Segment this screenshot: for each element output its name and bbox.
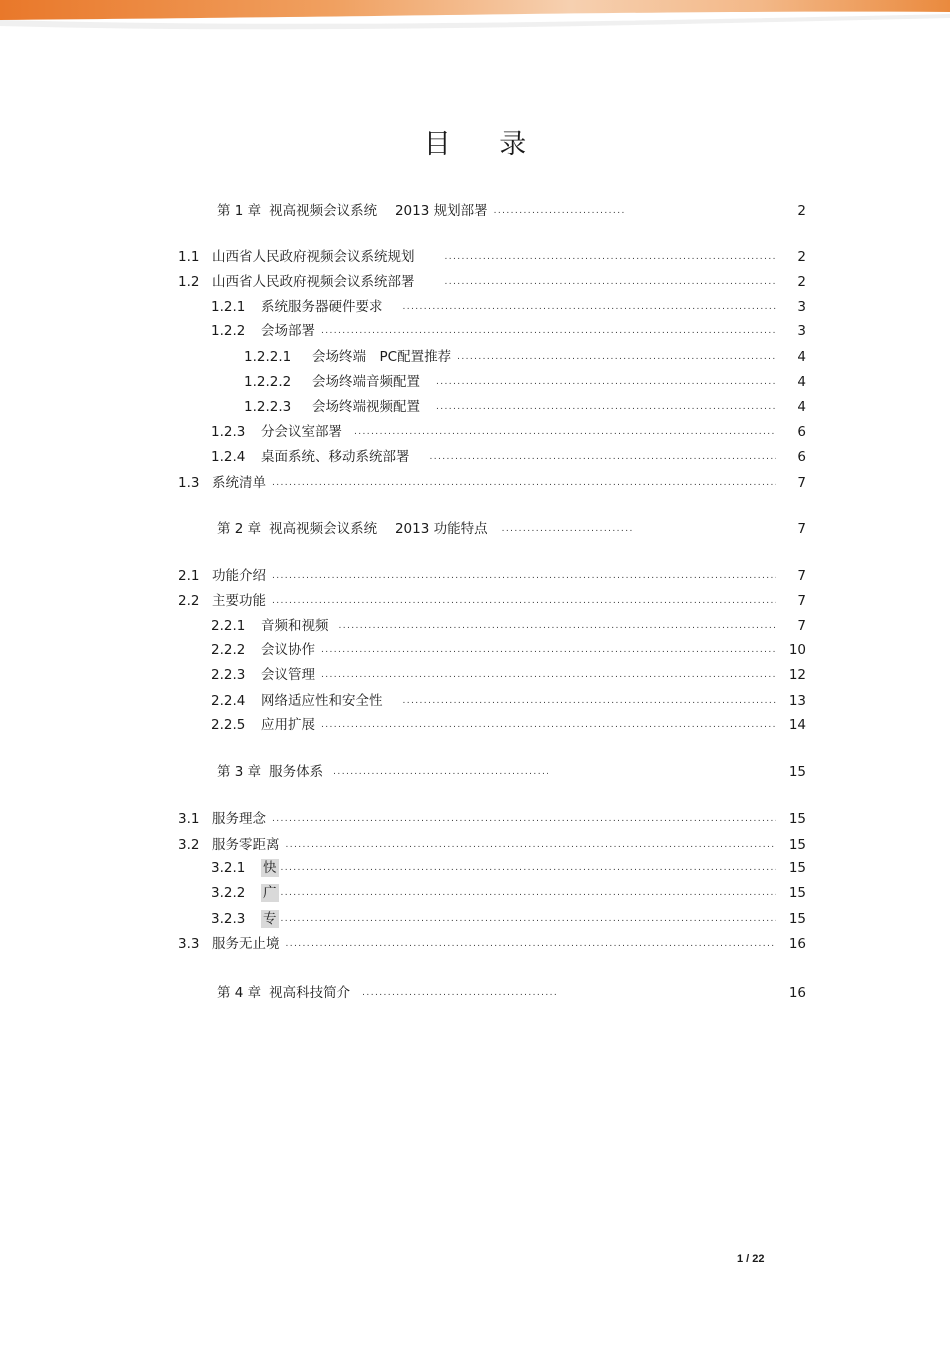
toc-entry-text: 会议协作 — [261, 642, 315, 658]
toc-entry-text: 视高视频会议系统 2013 功能特点 — [269, 521, 488, 537]
toc-entry-2-2-2[interactable] — [211, 641, 806, 659]
page-number: 1 / 22 — [737, 1253, 765, 1265]
toc-leader — [362, 986, 557, 1000]
toc-leader — [494, 204, 626, 218]
toc-entry-page: 7 — [797, 593, 806, 609]
toc-entry-number: 2.2.1 — [211, 618, 246, 634]
toc-entry-number: 3.1 — [178, 811, 200, 827]
toc-entry-number: 第 3 章 — [217, 764, 262, 780]
toc-entry-1-1[interactable] — [178, 248, 806, 266]
toc-entry-1-2-1[interactable] — [211, 298, 806, 316]
toc-entry-text: 主要功能 — [212, 593, 266, 609]
toc-entry-page: 7 — [797, 568, 806, 584]
toc-entry-2-2-4[interactable] — [211, 692, 806, 710]
toc-leader — [272, 569, 776, 583]
toc-leader — [272, 812, 776, 826]
toc-entry-text: 音频和视频 — [261, 618, 329, 634]
toc-entry-text: 山西省人民政府视频会议系统规划 — [212, 249, 415, 265]
toc-leader — [445, 250, 777, 264]
toc-leader — [286, 937, 777, 951]
toc-leader — [502, 522, 634, 536]
toc-leader — [321, 324, 776, 338]
toc-leader — [436, 375, 776, 389]
toc-leader — [457, 350, 776, 364]
toc-entry-text: 会场终端 PC配置推荐 — [312, 349, 452, 365]
toc-entry-3-3[interactable] — [178, 935, 806, 953]
toc-leader — [430, 450, 777, 464]
toc-entry-page: 2 — [797, 274, 806, 290]
toc-leader — [281, 886, 777, 900]
toc-entry-2-2-1[interactable] — [211, 617, 806, 635]
toc-leader — [333, 765, 548, 779]
toc-entry-number: 2.2 — [178, 593, 200, 609]
toc-leader — [281, 861, 777, 875]
toc-entry-number: 第 1 章 — [217, 203, 262, 219]
toc-entry-page: 7 — [797, 618, 806, 634]
toc-entry-3-1[interactable] — [178, 810, 806, 828]
toc-entry-number: 3.3 — [178, 936, 200, 952]
toc-entry-text: 服务无止境 — [212, 936, 280, 952]
toc-entry-page: 2 — [797, 249, 806, 265]
toc-entry-text: 服务理念 — [212, 811, 266, 827]
toc-entry-text: 会议管理 — [261, 667, 315, 683]
toc-entry-chapter-3[interactable] — [217, 763, 806, 781]
toc-entry-page: 16 — [788, 936, 806, 952]
toc-entry-number: 2.2.2 — [211, 642, 246, 658]
toc-entry-number: 1.3 — [178, 475, 200, 491]
toc-entry-text: 分会议室部署 — [261, 424, 342, 440]
toc-entry-number: 1.2.2.1 — [244, 349, 292, 365]
toc-entry-text: 功能介绍 — [212, 568, 266, 584]
toc-entry-number: 第 2 章 — [217, 521, 262, 537]
toc-entry-1-2-3[interactable] — [211, 423, 806, 441]
toc-entry-number: 3.2.1 — [211, 860, 246, 876]
toc-entry-number: 1.2.2 — [211, 323, 246, 339]
toc-entry-page: 6 — [797, 424, 806, 440]
toc-entry-number: 1.2.4 — [211, 449, 246, 465]
toc-entry-1-2[interactable] — [178, 273, 806, 291]
toc-entry-chapter-2[interactable] — [217, 520, 806, 538]
toc-leader — [321, 643, 776, 657]
toc-entry-number: 1.2.2.2 — [244, 374, 292, 390]
toc-entry-3-2-1[interactable] — [211, 859, 806, 877]
toc-entry-1-2-4[interactable] — [211, 448, 806, 466]
toc-leader — [281, 912, 777, 926]
toc-entry-number: 2.2.4 — [211, 693, 246, 709]
toc-entry-number: 3.2 — [178, 837, 200, 853]
toc-leader — [321, 668, 776, 682]
toc-entry-number: 1.2.3 — [211, 424, 246, 440]
toc-entry-text: 广 — [263, 885, 277, 901]
toc-entry-3-2[interactable] — [178, 836, 806, 854]
toc-entry-text: 会场终端视频配置 — [312, 399, 420, 415]
toc-entry-1-2-2-3[interactable] — [244, 398, 806, 416]
toc-entry-2-2-3[interactable] — [211, 666, 806, 684]
toc-entry-number: 1.2.2.3 — [244, 399, 292, 415]
toc-entry-page: 10 — [788, 642, 806, 658]
toc-entry-page: 16 — [788, 985, 806, 1001]
toc-entry-number: 1.2.1 — [211, 299, 246, 315]
toc-entry-number: 2.1 — [178, 568, 200, 584]
toc-entry-page: 15 — [788, 811, 806, 827]
toc-entry-text: 桌面系统、移动系统部署 — [261, 449, 410, 465]
toc-entry-text: 会场部署 — [261, 323, 315, 339]
toc-entry-text: 网络适应性和安全性 — [261, 693, 383, 709]
toc-entry-1-3[interactable] — [178, 474, 806, 492]
toc-entry-page: 15 — [788, 911, 806, 927]
toc-entry-number: 3.2.3 — [211, 911, 246, 927]
toc-leader — [403, 694, 777, 708]
toc-leader — [339, 619, 777, 633]
toc-entry-text: 快 — [263, 860, 277, 876]
toc-entry-number: 2.2.3 — [211, 667, 246, 683]
toc-entry-page: 6 — [797, 449, 806, 465]
toc-entry-3-2-2[interactable] — [211, 884, 806, 902]
toc-entry-text: 专 — [263, 911, 277, 927]
toc-entry-text: 视高视频会议系统 2013 规划部署 — [269, 203, 488, 219]
toc-entry-page: 7 — [797, 475, 806, 491]
toc-entry-page: 12 — [788, 667, 806, 683]
toc-entry-page: 3 — [797, 323, 806, 339]
toc-entry-chapter-4[interactable] — [217, 984, 806, 1002]
toc-entry-2-2[interactable] — [178, 592, 806, 610]
toc-entry-text: 服务体系 — [269, 764, 324, 780]
toc-entry-page: 15 — [788, 885, 806, 901]
toc-entry-page: 15 — [788, 837, 806, 853]
toc-leader — [445, 275, 777, 289]
toc-entry-number: 2.2.5 — [211, 717, 246, 733]
toc-entry-text: 会场终端音频配置 — [312, 374, 420, 390]
toc-entry-number: 1.2 — [178, 274, 200, 290]
toc-entry-page: 4 — [797, 349, 806, 365]
toc-entry-1-2-2-1[interactable] — [244, 348, 806, 366]
toc-entry-text: 山西省人民政府视频会议系统部署 — [212, 274, 415, 290]
toc-entry-chapter-1[interactable] — [217, 202, 806, 220]
toc-entry-text: 视高科技简介 — [269, 985, 351, 1001]
toc-entry-number: 3.2.2 — [211, 885, 246, 901]
toc-leader — [272, 476, 776, 490]
toc-entry-page: 15 — [788, 860, 806, 876]
toc-entry-page: 7 — [797, 521, 806, 537]
toc-entry-page: 4 — [797, 399, 806, 415]
toc-entry-text: 系统服务器硬件要求 — [261, 299, 383, 315]
toc-entry-1-2-2[interactable] — [211, 322, 806, 340]
toc-entry-text: 系统清单 — [212, 475, 266, 491]
toc-entry-text: 应用扩展 — [261, 717, 315, 733]
toc-entry-3-2-3[interactable] — [211, 910, 806, 928]
toc-entry-number: 1.1 — [178, 249, 200, 265]
toc-leader — [286, 838, 777, 852]
toc-entry-number: 第 4 章 — [217, 985, 262, 1001]
toc-entry-page: 4 — [797, 374, 806, 390]
toc-leader — [403, 300, 777, 314]
toc-entry-page: 14 — [788, 717, 806, 733]
toc-entry-page: 13 — [788, 693, 806, 709]
toc-leader — [354, 425, 776, 439]
toc-leader — [272, 594, 776, 608]
toc-entry-1-2-2-2[interactable] — [244, 373, 806, 391]
toc-entry-2-1[interactable] — [178, 567, 806, 585]
toc-entry-2-2-5[interactable] — [211, 716, 806, 734]
toc-entry-text: 服务零距离 — [212, 837, 280, 853]
toc-entry-page: 15 — [788, 764, 806, 780]
toc-title: 目 录 — [423, 129, 547, 160]
toc-entry-page: 2 — [797, 203, 806, 219]
toc-leader — [321, 718, 776, 732]
toc-entry-page: 3 — [797, 299, 806, 315]
toc-leader — [436, 400, 776, 414]
